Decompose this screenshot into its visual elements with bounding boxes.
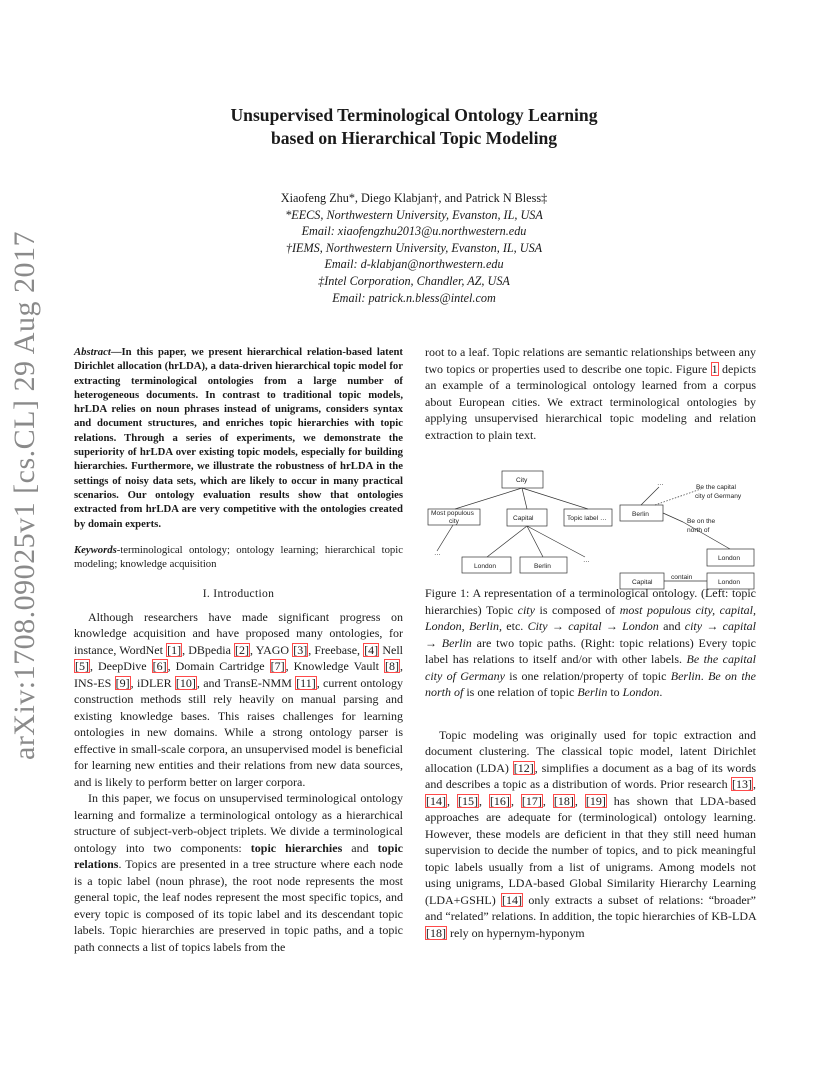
figure-reference-link[interactable]: 1 [711,361,718,376]
email-3: Email: patrick.n.bless@intel.com [332,290,496,305]
title-line-2: based on Hierarchical Topic Modeling [270,128,558,148]
math-run: London [622,685,660,699]
title-line-1: Unsupervised Terminological Ontology Learning [230,105,598,125]
keywords-label: Keywords [74,543,117,556]
label-city: City [516,477,528,484]
abstract-label: Abstract [74,346,111,358]
affiliation-1: *EECS, Northwestern University, Evanston, IL, USA [285,207,543,222]
text-run: rely on hypernym-hyponym [447,925,585,940]
citation-link[interactable]: [16] [489,793,510,808]
text-run: Figure 1: A representation of a terminological ontology. (Left: topic hierarchies) Topic [425,586,756,617]
math-run: Berlin [670,668,701,683]
intro-paragraph-1 [74,609,403,791]
citation-link[interactable]: [3] [293,642,308,657]
label-topic-label: Topic label … [567,515,607,522]
math-run: City → capital → London [527,619,659,633]
figure-1-caption [425,585,756,701]
figure-1-ontology-diagram [425,457,756,586]
intro-paragraph-2 [74,790,403,955]
citation-link[interactable]: [12] [513,760,534,775]
text-run: is one relation/property of topic [504,668,671,683]
citation-link[interactable]: [15] [457,793,478,808]
affiliation-3: ‡Intel Corporation, Chandler, AZ, USA [318,273,510,288]
citation-link[interactable]: [10] [175,675,196,690]
label-contain: contain [671,574,693,581]
text-run: . [700,668,709,683]
text-run: . [659,685,663,699]
arxiv-identifier-stamp: arXiv:1708.09025v1 [cs.CL] 29 Aug 2017 [8,231,41,760]
math-run: Be the capital city of Germany [425,652,756,683]
text-run: is composed of [534,602,620,617]
label-be-capital-2: city of Germany [695,493,742,500]
citation-link[interactable]: [18] [553,793,574,808]
citation-link[interactable]: [18] [426,925,446,940]
text-run: In this paper, we focus on unsupervised terminological ontology learning and formalize a terminological ontology as a hierarchical structure of subject-verb-object triplets. We divide a terminological ontology into two components: [74,791,403,855]
label-rel-capital: Capital [632,579,653,586]
text-run: , [753,777,756,791]
label-be-capital-1: Be the capital [696,484,736,491]
ontology-diagram-svg [425,457,756,586]
bold-term: topic hierarchies [250,840,343,855]
math-run: Be on the north of [425,668,756,699]
bold-term: topic relations [74,840,403,872]
text-run: , DeepDive [90,659,152,674]
label-ellipsis-mid: … [583,557,590,564]
left-column [74,345,403,955]
text-run: , iDLER [130,675,175,690]
right-column [425,344,756,941]
text-run: is one relation of topic [463,685,578,699]
text-run: to [607,685,623,699]
label-ellipsis-left: … [434,550,441,557]
label-rel-london-bottom: London [718,579,741,586]
text-run: , Freebase, [308,642,364,657]
math-run: city → capital → Berlin [425,619,757,650]
text-run: etc. [501,619,528,633]
email-1: Email: xiaofengzhu2013@u.northwestern.edu [301,224,527,239]
text-run: , [574,793,585,808]
label-be-north-2: north of [687,527,710,534]
label-capital: Capital [513,515,534,522]
citation-link[interactable]: [8] [384,659,399,674]
text-run: , Knowledge Vault [285,659,384,674]
text-run: , [447,793,457,808]
citation-link[interactable]: [9] [115,675,130,690]
text-run: Although researchers have made significant progress on knowledge acquisition and have proposed many ontologies, for instance, WordNet [74,609,403,657]
paper-title [130,104,698,150]
label-rel-ellipsis: … [657,480,664,487]
author-block [180,190,648,306]
right-paragraph-2 [425,727,756,942]
citation-link[interactable]: [7] [270,659,285,674]
text-run: , YAGO [250,642,293,657]
text-run: are two topic paths. (Right: topic relations) Every topic label has relations to itself and/or with other labels. [425,635,757,666]
keywords-text: -terminological ontology; ontology learning; hierarchical topic modeling; knowledge acquisition [74,543,403,571]
text-run: , and TransE-NMM [196,675,296,690]
abstract [74,345,403,531]
text-run: depicts an example of a terminological ontology learned from a corpus about European cities. We extract terminological ontologies by applying unsupervised hierarchical topic modeling and relation extraction to plain text. [425,361,756,442]
citation-link[interactable]: [14] [502,892,523,907]
citation-link[interactable]: [6] [152,659,167,674]
text-run: , [510,793,521,808]
affiliation-2: †IEMS, Northwestern University, Evanston, IL, USA [285,240,543,255]
text-run: , [542,793,553,808]
math-run: most populous city, capital, London, Berlin, [425,602,756,633]
citation-link[interactable]: [5] [75,659,89,674]
label-most-populous: Most populous [431,510,474,517]
abstract-text: —In this paper, we present hierarchical relation-based latent Dirichlet allocation (hrLDA), a data-driven hierarchical topic model for extracting terminological ontologies from a large number of heterogeneous documents. In contrast to traditional topic models, hrLDA relies on noun phrases instead of unigrams, considers syntax and document structures, and enriches topic hierarchies with topic relations. Through a series of experiments, we demonstrate the superiority of hrLDA over existing topic models, especially for building hierarchies. Furthermore, we illustrate the robustness of hrLDA in the settings of noisy data sets, which are likely to occur in many practical scenarios. Our ontology evaluation results show that ontologies extracted from hrLDA are very competitive with the ontologies created by domain experts. [74,346,403,530]
citation-link[interactable]: [2] [235,642,250,657]
citation-link[interactable]: [19] [585,793,606,808]
citation-link[interactable]: [11] [296,675,316,690]
text-run: , simplifies a document as a bag of its words and describes a topic as a distribution of words. Prior research [425,760,757,791]
author-names: Xiaofeng Zhu*, Diego Klabjan†, and Patrick N Bless‡ [280,191,548,205]
text-run: and [658,619,685,633]
label-most-populous-city: city [449,518,459,525]
label-rel-london-top: London [718,555,741,562]
email-2: Email: d-klabjan@northwestern.edu [324,257,504,272]
text-run: , Domain Cartridge [167,659,270,674]
math-run: Berlin [577,685,608,699]
text-run: , DBpedia [182,642,235,657]
label-london: London [474,563,497,570]
citation-link[interactable]: [1] [167,642,182,657]
text-run: root to a leaf. Topic relations are semantic relationships between any two topics or properties used to describe one topic. Figure [425,345,756,376]
text-run: , current ontology construction methods still rely heavily on manual parsing and existing knowledge bases. This raises challenges for learning ontologies in new domains. While a strong ontology parser is effective in small-scale corpora, an unsupervised model is beneficial for learning new entities and their relations from new data sources, and is likely to perform better on larger corpora. [74,675,403,789]
text-run: and [342,840,378,855]
text-run: has shown that LDA-based approaches are adequate for (terminological) ontology learning. However, these models are deficient in that they still need human supervision to decide the number of topics, and to pick meaningful topic labels usually from a list of unigrams. Among models not using unigrams, LDA-based Global Similarity Hierarchy Learning (LDA+GSHL) [425,793,757,907]
citation-link[interactable]: [14] [426,793,446,808]
text-run: . Topics are presented in a tree structure where each node is a topic label (noun phrase), the root node represents the most general topic, the leaf nodes represent the most specific topics, and every topic is composed of its topic label and its descendant topic labels. Topic hierarchies are preserved in topic paths, and a topic path connects a list of topics labels from the [74,857,403,954]
citation-link[interactable]: [4] [364,642,379,657]
keywords [74,543,403,572]
citation-link[interactable]: [13] [732,777,752,791]
label-rel-berlin: Berlin [632,511,649,518]
citation-link[interactable]: [17] [521,793,542,808]
label-berlin: Berlin [534,563,551,570]
math-run: city [517,602,535,617]
spacer [425,701,756,727]
right-paragraph-1 [425,344,756,443]
label-be-north-1: Be on the [687,518,716,525]
text-run: only extracts a subset of relations: “broader” and “related” relations. In addition, the topic hierarchies of KB-LDA [425,892,756,923]
text-run: , [478,793,489,808]
section-heading-introduction: I. Introduction [202,587,275,601]
text-run: Nell [379,642,403,657]
text-run: , INS-ES [74,659,403,690]
text-run: Topic modeling was originally used for topic extraction and document clustering. The classical topic model, latent Dirichlet allocation (LDA) [425,727,756,775]
